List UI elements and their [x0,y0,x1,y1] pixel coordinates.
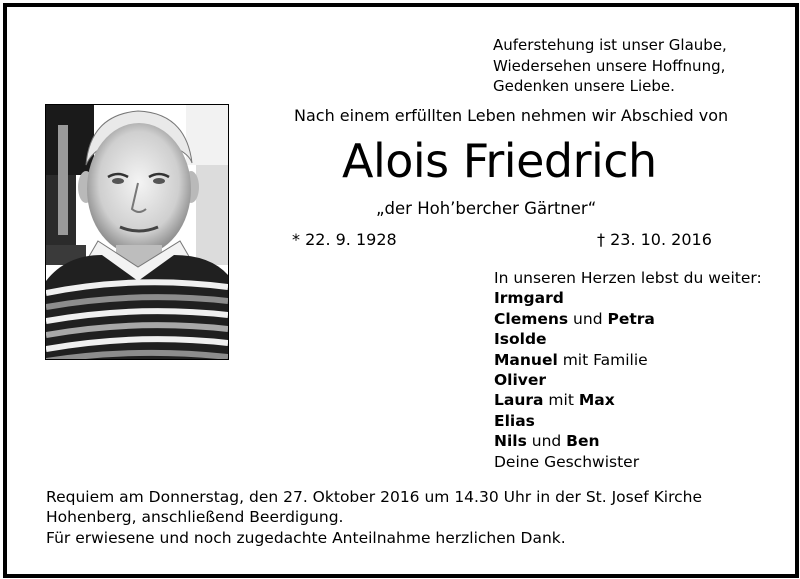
service-info [46,487,702,548]
mourner-line [494,390,762,410]
mourner-line [494,370,762,390]
mourner-line [494,350,762,370]
birth-date: * 22. 9. 1928 [292,230,397,249]
mourner-line [494,309,762,329]
mourner-name: Oliver [494,371,547,390]
death-date: † 23. 10. 2016 [597,230,712,249]
footer-line: Hohenberg, anschließend Beerdigung. [46,508,344,527]
mourner-line: Deine Geschwister [494,452,640,471]
mourners-heading: In unseren Herzen lebst du weiter: [494,269,762,287]
intro-text: Nach einem erfüllten Leben nehmen wir Abschied von [294,106,729,125]
deceased-name: Alois Friedrich [342,134,657,188]
verse-line: Wiedersehen unsere Hoffnung, [493,56,726,75]
mourner-name: Clemens [494,309,569,328]
mourner-name: Irmgard [494,289,564,308]
mourner-name: Ben [566,432,600,451]
connector-text: mit [543,391,579,410]
mourner-line [494,329,762,349]
portrait-photo [45,104,229,360]
mourner-name: Elias [494,411,535,430]
mourner-line [494,411,762,431]
mourner-line [494,431,762,451]
verse-line: Auferstehung ist unser Glaube, [493,36,727,54]
connector-text: mit Familie [557,350,648,369]
mourner-name: Manuel [494,350,558,369]
mourner-name: Laura [494,391,544,410]
footer-line: Für erwiesene und noch zugedachte Anteilnahme herzlichen Dank. [46,528,566,547]
connector-text: und [526,432,567,451]
nickname: „der Hoh’bercher Gärtner“ [376,199,597,218]
verse-line: Gedenken unsere Liebe. [493,77,675,95]
connector-text: und [568,309,608,328]
mourner-name: Nils [494,432,527,451]
footer-line: Requiem am Donnerstag, den 27. Oktober 2016 um 14.30 Uhr in der St. Josef Kirche [46,488,703,506]
mourners-list [494,268,762,472]
mourner-name: Petra [607,309,655,328]
mourner-line [494,288,762,308]
verse [493,35,727,97]
mourner-name: Max [578,391,615,410]
mourner-name: Isolde [494,330,547,349]
